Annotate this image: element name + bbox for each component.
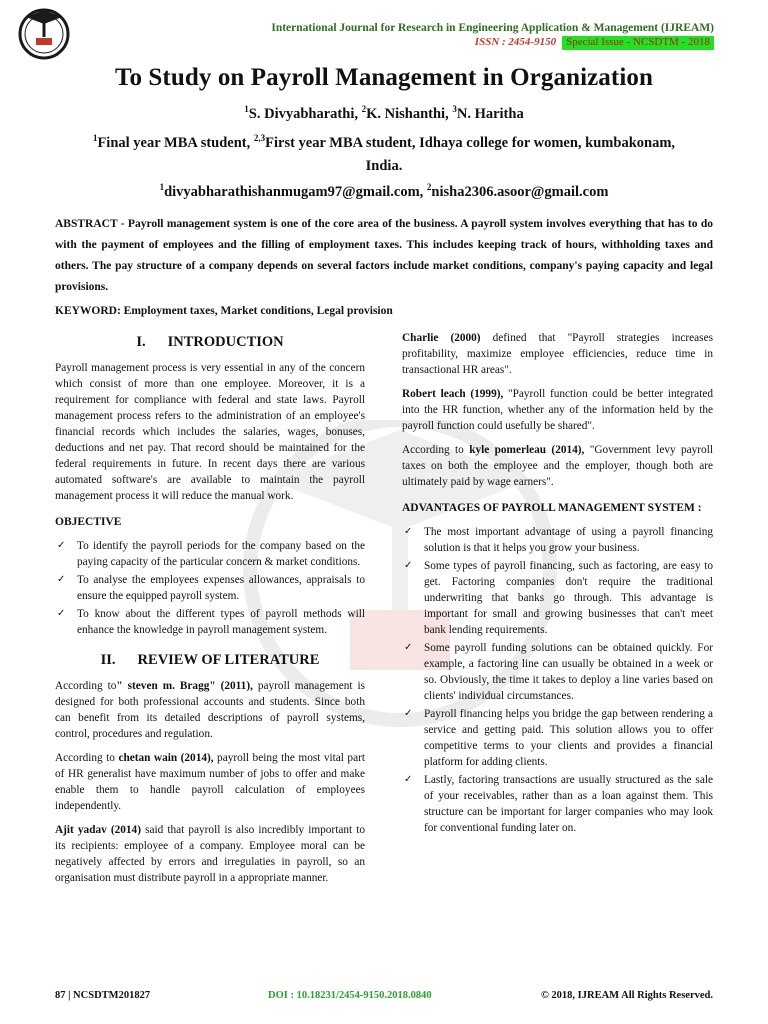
section-heading-introduction: I. INTRODUCTION — [136, 334, 284, 350]
keywords: KEYWORD: Employment taxes, Market conditions, Legal provision — [55, 305, 393, 317]
paper-title: To Study on Payroll Management in Organization — [115, 64, 653, 91]
introduction-paragraph: Payroll management process is very essential in any of the concern which consist of more than one employee. Moreover, it is a requirement for compliance with federal and state laws. Payroll management process refers to the administration of an employee's financial records which includes the salaries, wages, bonuses, deductions and net pay. That record should be maintained for the federal requirements in future. In recent days there are various automated software's are available to maintain the payroll management process it will reduce the manual work. — [55, 362, 365, 502]
left-column — [55, 330, 365, 894]
issn-line — [469, 36, 714, 50]
review-paragraph: According to kyle pomerleau (2014), "Government levy payroll taxes on both the employee and the employer, though both are ultimately paid by wage earners". — [402, 444, 713, 488]
issn: ISSN : 2454-9150 — [474, 36, 557, 48]
checkmark-icon: ✓ — [404, 708, 413, 719]
checkmark-icon: ✓ — [404, 774, 413, 785]
list-item: ✓ Payroll financing helps you bridge the gap between rendering a service and getting paid. This solution allows you to offer competitive terms to your clients and provides a financial platform for adding clients. — [404, 708, 713, 768]
review-paragraph: Robert leach (1999), "Payroll function could be better integrated into the HR function, whether any of the information held by the payroll function could usefully be shared". — [402, 388, 713, 432]
objective-list — [55, 538, 365, 638]
checkmark-icon: ✓ — [57, 540, 66, 551]
special-issue-badge: Special Issue - NCSDTM - 2018 — [562, 36, 714, 50]
list-item: ✓ Lastly, factoring transactions are usually structured as the sale of your receivables, rather than as a loan against them. This structure can be important for larger companies who may look for conventional funding later on. — [404, 774, 713, 834]
review-paragraph: According to" steven m. Bragg" (2011), payroll management is designed for both professional accounts and students. Since both can benefit from its detailed descriptions of payroll systems, control, procedures and regulation. — [55, 680, 365, 740]
list-item: ✓ To know about the different types of payroll methods will enhance the knowledge in payroll management system. — [57, 608, 365, 636]
list-item: ✓ Some types of payroll financing, such as factoring, are easy to get. Factoring companies don't require the traditional underwriting that banks go through. This advantage is important for small and growing businesses that can't meet bank lending requirements. — [404, 560, 713, 636]
advantages-heading: ADVANTAGES OF PAYROLL MANAGEMENT SYSTEM : — [402, 502, 702, 514]
review-paragraph: According to chetan wain (2014), payroll being the most vital part of HR generalist have maximum number of jobs to offer and make enable them to handle payroll calculation of employees independently. — [55, 752, 365, 812]
list-item: ✓ Some payroll funding solutions can be obtained quickly. For example, a factoring line can usually be obtained in a week or so. Obviously, the time it takes to deploy a line varies based on clients' individual circumstances. — [404, 642, 713, 702]
journal-name: International Journal for Research in Engineering Application & Management (IJREAM) — [271, 22, 714, 34]
checkmark-icon: ✓ — [404, 526, 413, 537]
checkmark-icon: ✓ — [404, 560, 413, 571]
checkmark-icon: ✓ — [404, 642, 413, 653]
affiliation: $^1$Final year MBA student, $^{2,3}$First year MBA student, Idhaya college for women, kumbakonam, — [92, 133, 676, 151]
checkmark-icon: ✓ — [57, 574, 66, 585]
affiliation-country: India. — [365, 158, 403, 174]
review-paragraph: Charlie (2000) defined that "Payroll strategies increases profitability, maximize employee efficiencies, reduce time in transactional HR areas". — [402, 332, 713, 376]
review-paragraph: Ajit yadav (2014) said that payroll is also incredibly important to its recipients: employee of a company. Employee moral can be negatively affected by errors and irregulaties in payroll, so an organisation must distribute payroll in a appropriate manner. — [55, 824, 365, 884]
checkmark-icon: ✓ — [57, 608, 66, 619]
objective-heading: OBJECTIVE — [55, 516, 122, 528]
page-number: 87 | NCSDTM201827 — [55, 990, 151, 1001]
list-item: ✓ The most important advantage of using a payroll financing solution is that it helps you grow your business. — [404, 526, 713, 554]
advantages-list — [402, 524, 713, 836]
author-emails: $^1$divyabharathishanmugam97@gmail.com, $^2$nisha2306.asoor@gmail.com — [159, 182, 609, 200]
authors: $^1$S. Divyabharathi, $^2$K. Nishanthi, $^3$N. Haritha — [244, 104, 524, 122]
doi-link[interactable]: DOI : 10.18231/2454-9150.2018.0840 — [268, 990, 432, 1001]
copyright: © 2018, IJREAM All Rights Reserved. — [540, 990, 713, 1001]
journal-logo — [14, 2, 74, 62]
right-column — [402, 330, 713, 844]
abstract: ABSTRACT - Payroll management system is one of the core area of the business. A payroll system involves everything that has to do with the payment of employees and the filling of employment taxes. This includes keeping track of hours, withholding taxes and others. The pay structure of a company depends on several factors include market conditions, company's paying capacity and legal provisions. — [55, 218, 713, 293]
list-item: ✓ To identify the payroll periods for the company based on the paying capacity of the particular concern & market conditions. — [57, 540, 365, 568]
list-item: ✓ To analyse the employees expenses allowances, appraisals to ensure the equipped payroll system. — [57, 574, 365, 602]
section-heading-review: II. REVIEW OF LITERATURE — [100, 652, 320, 668]
